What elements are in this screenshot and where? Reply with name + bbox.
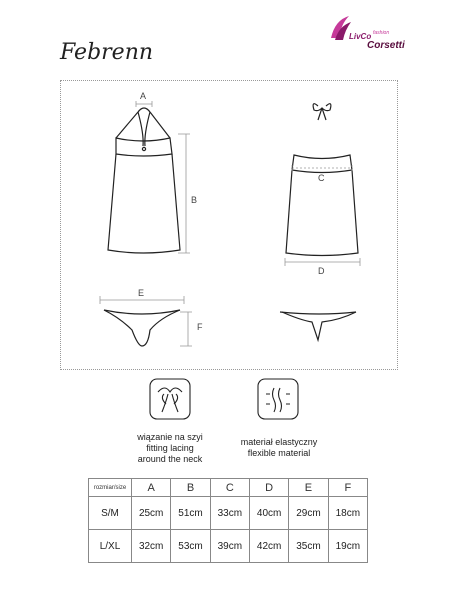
size-label: L/XL xyxy=(89,530,132,563)
table-cell: 29cm xyxy=(289,497,328,530)
table-cell: 35cm xyxy=(289,530,328,563)
table-cell: 51cm xyxy=(171,497,210,530)
dimension-label-e: E xyxy=(138,288,145,298)
table-cell: 39cm xyxy=(210,530,249,563)
feature-neck-lacing-text xyxy=(118,432,222,465)
column-header: B xyxy=(171,479,210,497)
table-cell: 33cm xyxy=(210,497,249,530)
dimension-label-a: A xyxy=(140,91,147,101)
feature-text-line: around the neck xyxy=(137,454,203,464)
feature-text-line: wiązanie na szyi xyxy=(137,432,203,442)
dimension-label-b: B xyxy=(191,195,198,205)
size-table-header xyxy=(89,479,368,497)
column-header: C xyxy=(210,479,249,497)
table-cell: 19cm xyxy=(328,530,367,563)
thong-dimension-lines xyxy=(100,296,192,346)
feature-elastic-text xyxy=(222,437,336,459)
dress-front-drawing xyxy=(108,108,180,253)
dimension-label-c: C xyxy=(318,173,325,183)
feature-text-line: fitting lacing xyxy=(146,443,194,453)
table-cell: 53cm xyxy=(171,530,210,563)
feature-text-line: materiał elastyczny xyxy=(240,437,318,447)
thong-front-drawing xyxy=(104,310,180,346)
thong-back-drawing xyxy=(280,312,356,340)
table-cell: 18cm xyxy=(328,497,367,530)
brand-name-livco: LivCo xyxy=(349,32,372,41)
table-row xyxy=(89,530,368,563)
table-cell: 25cm xyxy=(132,497,171,530)
column-header: F xyxy=(328,479,367,497)
size-table-corner: rozmiar/size xyxy=(89,479,132,497)
brand-name-fashion: fashion xyxy=(373,30,390,36)
elastic-material-icon xyxy=(258,379,298,419)
feature-text-line: flexible material xyxy=(247,448,311,458)
dimension-label-d: D xyxy=(318,266,325,276)
column-header: D xyxy=(249,479,288,497)
table-cell: 42cm xyxy=(249,530,288,563)
halter-neck-tie-icon xyxy=(150,379,190,419)
column-header: A xyxy=(132,479,171,497)
front-dimension-lines xyxy=(136,101,190,253)
table-row xyxy=(89,497,368,530)
column-header: E xyxy=(289,479,328,497)
table-cell: 40cm xyxy=(249,497,288,530)
brand-name-corsetti: Corsetti xyxy=(367,40,405,51)
table-cell: 32cm xyxy=(132,530,171,563)
size-table xyxy=(88,478,368,563)
size-label: S/M xyxy=(89,497,132,530)
product-title: Febrenn xyxy=(60,40,154,65)
dimension-label-f: F xyxy=(197,322,203,332)
